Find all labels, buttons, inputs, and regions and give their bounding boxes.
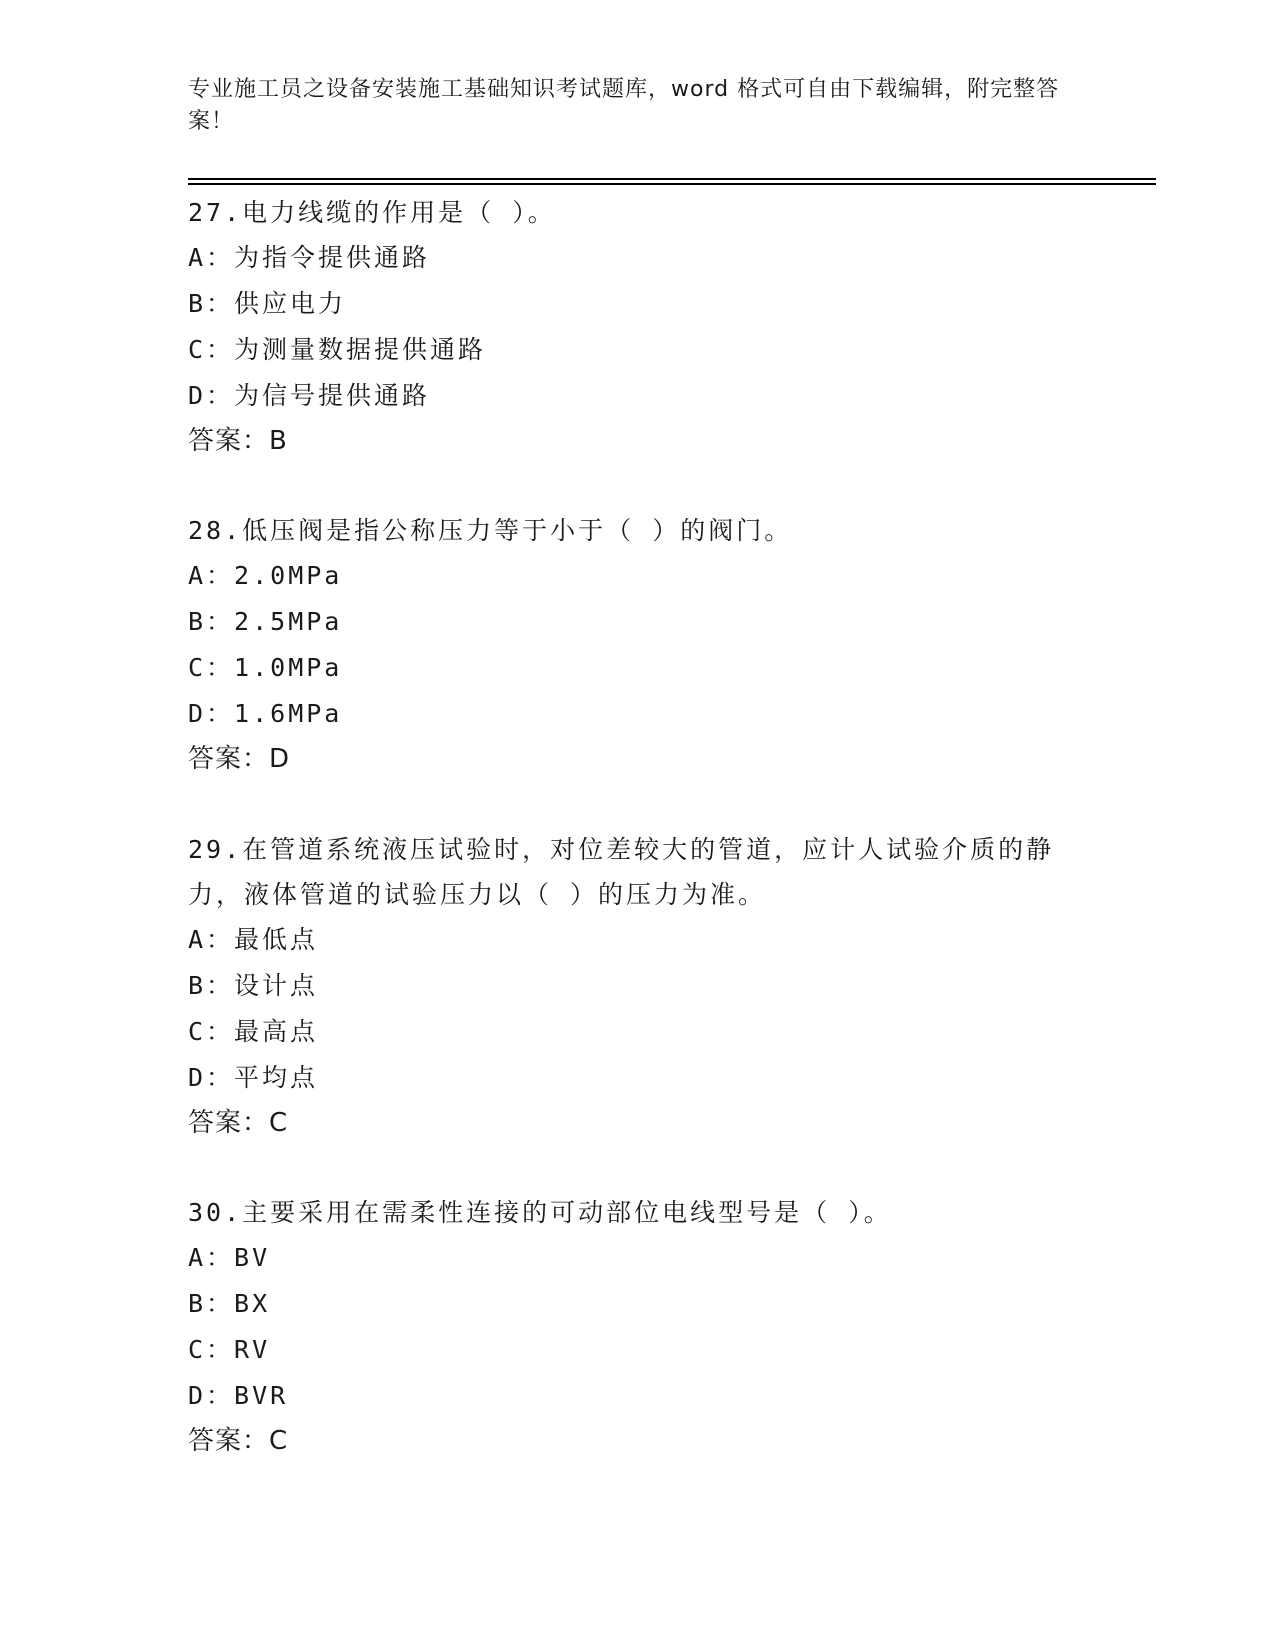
answer: 答案：D xyxy=(188,744,291,774)
question-29 xyxy=(188,827,1088,1145)
question-28 xyxy=(188,508,1088,781)
header-divider-top xyxy=(188,178,1156,180)
answer: 答案：C xyxy=(188,1426,289,1456)
option-b: B：BX xyxy=(188,1289,271,1318)
answer: 答案：C xyxy=(188,1108,289,1138)
question-30 xyxy=(188,1190,1088,1463)
option-c: C：1.0MPa xyxy=(188,653,343,682)
option-d: D：1.6MPa xyxy=(188,699,343,728)
option-a: A：BV xyxy=(188,1243,271,1272)
option-a: A：2.0MPa xyxy=(188,561,343,590)
option-c: C：RV xyxy=(188,1335,271,1364)
question-stem: 28.低压阀是指公称压力等于小于（ ）的阀门。 xyxy=(188,516,793,545)
option-d: D：为信号提供通路 xyxy=(188,381,431,410)
option-a: A：为指令提供通路 xyxy=(188,243,431,272)
question-stem: 27.电力线缆的作用是（ ）。 xyxy=(188,198,556,227)
header-divider-bottom xyxy=(188,183,1156,185)
option-c: C：最高点 xyxy=(188,1017,319,1046)
option-b: B：供应电力 xyxy=(188,289,347,318)
option-a: A：最低点 xyxy=(188,925,319,954)
answer: 答案：B xyxy=(188,426,288,456)
document-header: 专业施工员之设备安装施工基础知识考试题库，word 格式可自由下载编辑，附完整答案！ xyxy=(188,77,1060,134)
option-d: D：平均点 xyxy=(188,1063,319,1092)
question-stem: 29.在管道系统液压试验时，对位差较大的管道，应计人试验介质的静力，液体管道的试验压力以（ ）的压力为准。 xyxy=(188,835,1055,909)
option-d: D：BVR xyxy=(188,1381,289,1410)
option-c: C：为测量数据提供通路 xyxy=(188,335,487,364)
option-b: B：设计点 xyxy=(188,971,319,1000)
option-b: B：2.5MPa xyxy=(188,607,343,636)
question-stem: 30.主要采用在需柔性连接的可动部位电线型号是（ ）。 xyxy=(188,1198,892,1227)
question-27 xyxy=(188,190,1088,463)
